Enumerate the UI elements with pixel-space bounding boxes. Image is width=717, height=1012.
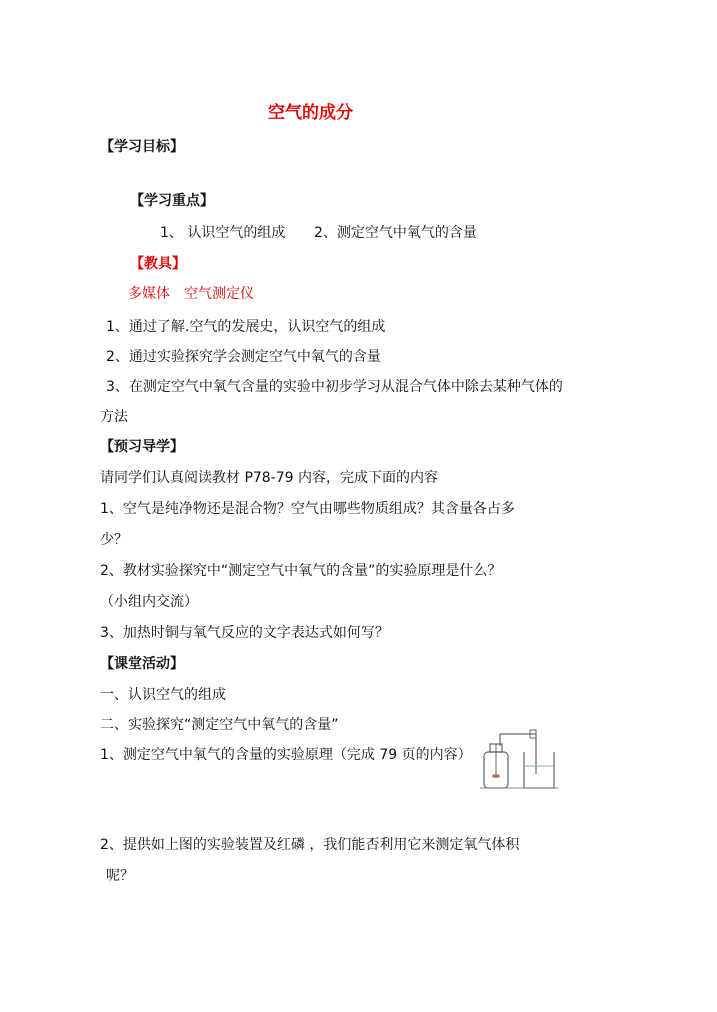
- section-heading-goals: 【学习目标】: [100, 139, 184, 155]
- activity-2-item-1: 1、测定空气中氧气的含量的实验原理（完成 79 页的内容）: [100, 747, 472, 763]
- activity-1: 一、认识空气的组成: [100, 687, 226, 703]
- goal-item-3-continued: 方法: [100, 409, 128, 425]
- key-point-2: 2、测定空气中氧气的含量: [314, 225, 477, 241]
- tools-list: 多媒体 空气测定仪: [128, 286, 254, 302]
- question-1: 1、空气是纯净物还是混合物？空气由哪些物质组成？其含量各占多: [100, 501, 515, 517]
- question-1-continued: 少？: [100, 532, 128, 548]
- goal-item-1: 1、通过了解.空气的发展史，认识空气的组成: [106, 319, 386, 335]
- apparatus-figure: [474, 718, 564, 792]
- question-2-note: （小组内交流）: [100, 594, 198, 610]
- activity-2-item-2-continued: 呢？: [106, 868, 134, 884]
- key-point-1: 1、 认识空气的组成: [160, 225, 286, 241]
- activity-2-item-2: 2、提供如上图的实验装置及红磷 ，我们能否利用它来测定氧气体积: [100, 837, 520, 853]
- section-heading-tools: 【教具】: [130, 256, 186, 272]
- section-heading-key-points: 【学习重点】: [130, 193, 214, 209]
- red-phosphorus: [492, 774, 500, 778]
- section-heading-preview: 【预习导学】: [100, 439, 184, 455]
- activity-2: 二、实验探究“测定空气中氧气的含量”: [100, 717, 339, 733]
- connecting-tube: [500, 734, 536, 774]
- question-2: 2、教材实验探究中“测定空气中氧气的含量”的实验原理是什么？: [100, 563, 502, 579]
- goal-item-2: 2、通过实验探究学会测定空气中氧气的含量: [106, 349, 381, 365]
- beaker-shape: [524, 752, 554, 788]
- goal-item-3: 3、在测定空气中氧气含量的实验中初步学习从混合气体中除去某种气体的: [106, 379, 563, 395]
- section-heading-class-activity: 【课堂活动】: [100, 656, 184, 672]
- preview-intro: 请同学们认真阅读教材 P78-79 内容，完成下面的内容: [100, 470, 439, 486]
- question-3: 3、加热时铜与氧气反应的文字表达式如何写？: [100, 625, 389, 641]
- page-title: 空气的成分: [268, 103, 353, 123]
